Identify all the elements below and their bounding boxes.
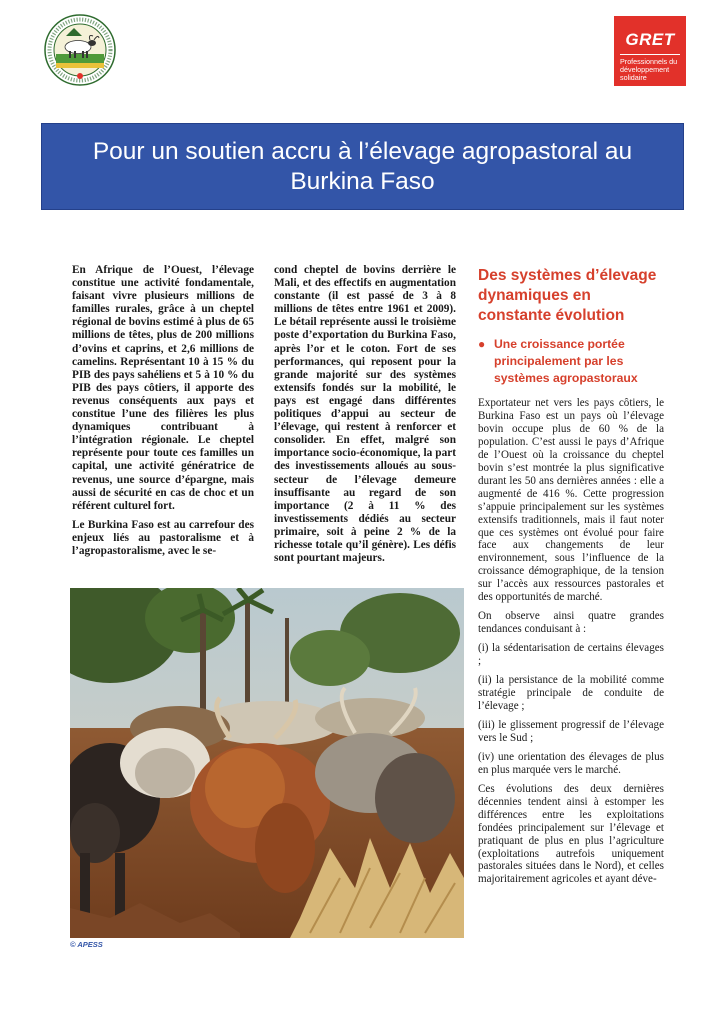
title-banner xyxy=(41,123,684,210)
paragraph: (ii) la persistance de la mobilité comme stratégie principale de conduite de l’élevage ; xyxy=(478,674,664,712)
bullet-heading-text: Une croissance portée principalement par les systèmes agropastoraux xyxy=(494,337,638,385)
gret-logo xyxy=(614,16,686,86)
paragraph: (i) la sédentarisation de certains élevages ; xyxy=(478,642,664,668)
paragraph: En Afrique de l’Ouest, l’élevage constitue une activité fondamentale, faisant vivre plusieurs millions de familles rurales, grâce à un cheptel régional de bovins estimé à plus de 65 millions de têtes, plus de 200 millions d’ovins et caprins, et 2,6 millions de camelins. Représentant 10 à 15 % du PIB des pays sahéliens et 5 à 10 % du PIB des pays côtiers, il apporte des revenus conséquents aux pays et constitue l’une des filières les plus dynamiques contribuant à l’intégration régionale. Le cheptel représente pour toute ces familles un capital, une activité génératrice de revenus, une source d’épargne, mais aussi de sécurité en cas de choc et un référent culturel fort. xyxy=(72,264,254,512)
apess-seal-icon xyxy=(44,14,116,86)
bullet-icon: ● xyxy=(478,337,486,351)
gret-divider xyxy=(620,54,680,55)
page-title: Pour un soutien accru à l’élevage agropastoral au Burkina Faso xyxy=(92,137,633,195)
column-2 xyxy=(274,264,456,571)
paragraph: (iv) une orientation des élevages de plus en plus marquée vers le marché. xyxy=(478,750,664,776)
photo-credit: © APESS xyxy=(70,940,103,949)
section-title: Des systèmes d’élevage dynamiques en constante évolution xyxy=(478,267,657,324)
paragraph: Le Burkina Faso est au carrefour des enjeux liés au pastoralisme et à l’agropastoralisme, avec le se- xyxy=(72,518,254,557)
cattle-photo-image xyxy=(70,588,464,938)
paragraph: Exportateur net vers les pays côtiers, le Burkina Faso est un pays où l’élevage bovin occupe plus de 60 % de la population. C’est aussi le pays d’Afrique de l’Ouest où la croissance du cheptel bovin s’est montrée la plus significative durant les 50 ans dernières années : elle a augmenté de 416 %. Cette progression s’appuie principalement sur les systèmes extensifs traditionnels, mais il faut noter que ces systèmes ont évolué pour faire face aux changements de leur environnement, sous l’influence de la croissance démographique, de la tension sur l’accès aux ressources pastorales et des opportunités de marché. xyxy=(478,397,664,604)
bullet-heading xyxy=(478,336,664,387)
gret-tagline: Professionnels du développement solidaire xyxy=(620,57,678,82)
paragraph: (iii) le glissement progressif de l’élevage vers le Sud ; xyxy=(478,718,664,744)
paragraph: cond cheptel de bovins derrière le Mali, et des effectifs en augmentation constante (il est passé de 3 à 8 millions de têtes entre 1961 et 2009). Le bétail représente aussi le troisième poste d’exportation du Burkina Faso, après l’or et le coton. Fort de ses performances, qui reposent pour la grande majorité sur des systèmes extensifs fondés sur la mobilité, le pays est engagé dans différentes politiques d’appui au secteur de l’élevage, qui restent à renforcer et consolider. En effet, malgré son importance socio-économique, la part des investissements alloués au sous-secteur de l’élevage demeure insuffisante au regard de son importance (2 à 11 % des investissements dédiés au secteur primaire, soit à peine 2 % de la richesse totale qu’il génère). Les défis sont pourtant majeurs. xyxy=(274,264,456,565)
paragraph: Ces évolutions des deux dernières décennies tendent ainsi à estomper les différences entre les exploitations fondées principalement sur l’élevage et pratiquant de plus en plus l’agriculture (exploitations autrefois uniquement pastorales situées dans le Nord), et celles majoritairement agricoles et ayant déve- xyxy=(478,782,664,886)
gret-name: GRET xyxy=(625,30,675,49)
apess-logo xyxy=(44,14,116,86)
column-1 xyxy=(72,264,254,564)
cattle-photo xyxy=(70,588,464,938)
column-3 xyxy=(478,266,664,892)
paragraph: On observe ainsi quatre grandes tendances conduisant à : xyxy=(478,610,664,636)
